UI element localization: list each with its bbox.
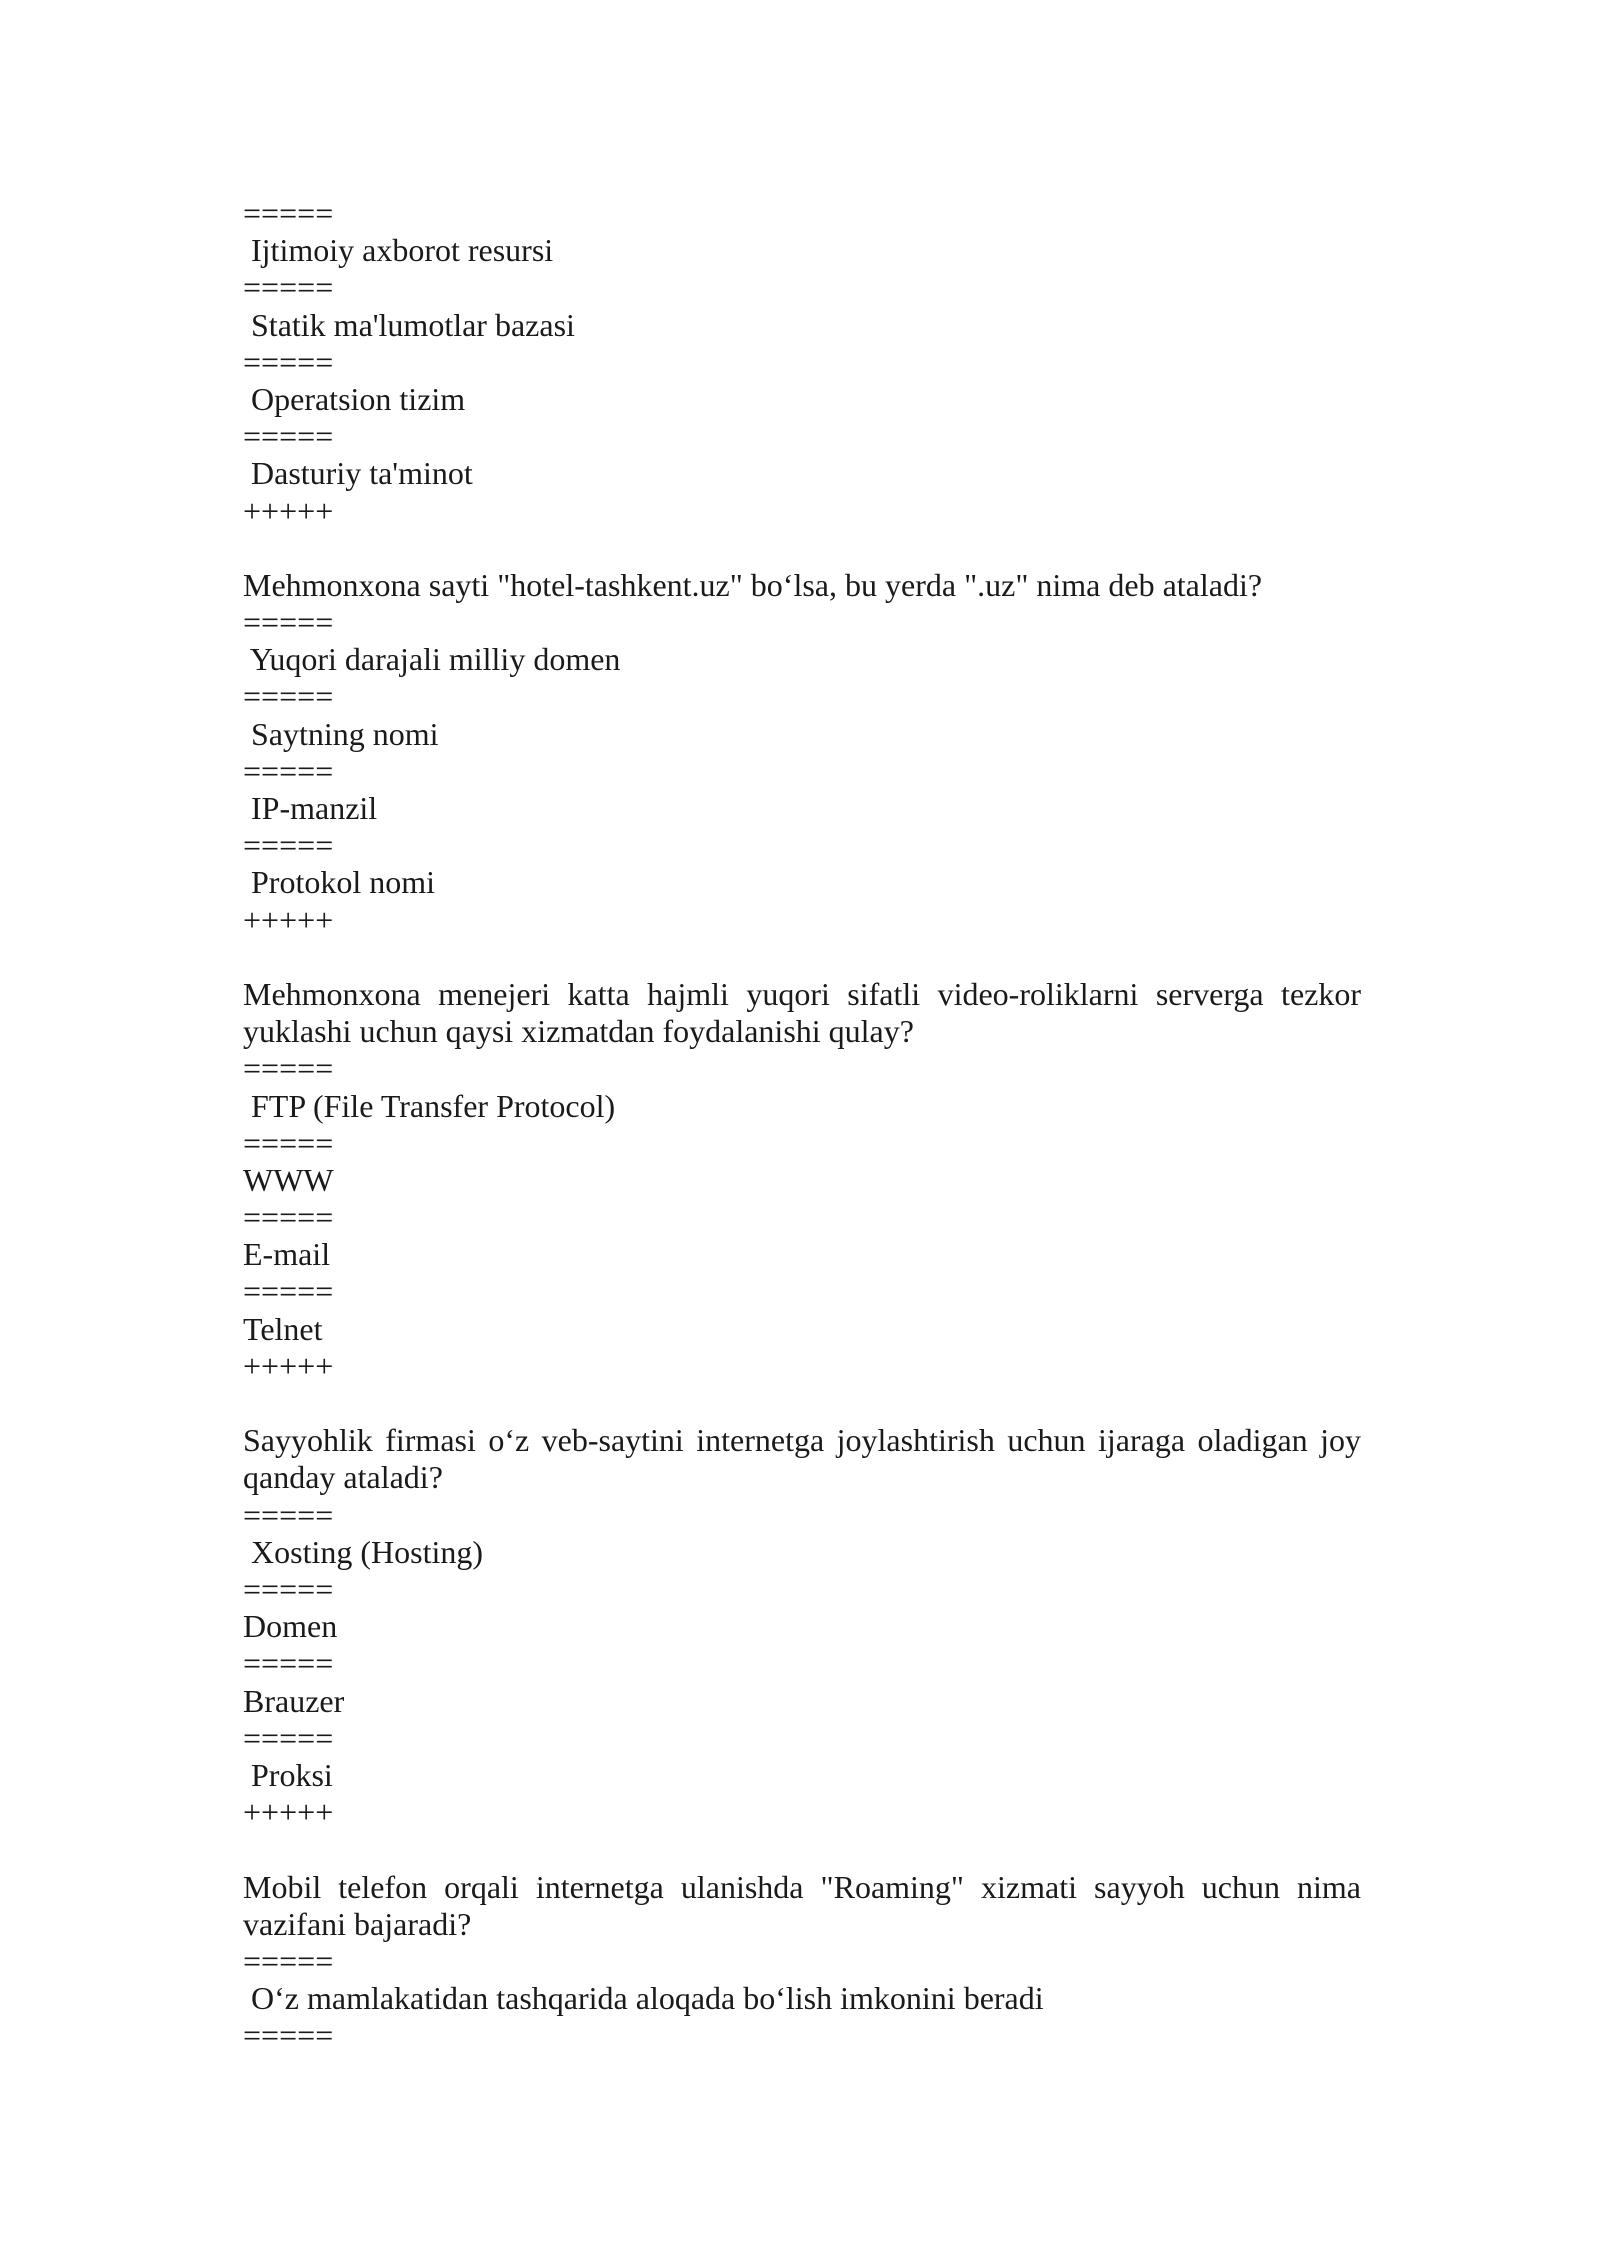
separator-equals: =====	[243, 1719, 334, 1756]
answer-option: Yuqori darajali milliy domen	[243, 641, 621, 678]
separator-equals: =====	[243, 1273, 334, 1310]
answer-option: Xosting (Hosting)	[243, 1533, 483, 1570]
separator-equals: =====	[243, 2017, 334, 2054]
question-text: Mobil telefon orqali internetga ulanishda "Roaming" xizmati sayyoh uchun nima vazifani bajaradi?	[243, 1868, 1361, 1942]
answer-option: FTP (File Transfer Protocol)	[243, 1087, 616, 1124]
separator-plus: +++++	[243, 1347, 334, 1384]
answer-option: Ijtimoiy axborot resursi	[243, 232, 554, 269]
blank-line	[243, 530, 1361, 567]
answer-option: Dasturiy ta'minot	[243, 455, 473, 492]
blank-line	[243, 1385, 1361, 1422]
separator-equals: =====	[243, 269, 334, 306]
separator-equals: =====	[243, 1942, 334, 1979]
separator-plus: +++++	[243, 1794, 334, 1831]
answer-option: Telnet	[243, 1310, 323, 1347]
separator-equals: =====	[243, 678, 334, 715]
question-text: Mehmonxona sayti "hotel-tashkent.uz" bo‘lsa, bu yerda ".uz" nima deb ataladi?	[243, 566, 1263, 603]
separator-equals: =====	[243, 1050, 334, 1087]
separator-plus: +++++	[243, 492, 334, 529]
answer-option: WWW	[243, 1161, 334, 1198]
document-body	[243, 195, 1361, 2054]
separator-plus: +++++	[243, 901, 334, 938]
separator-equals: =====	[243, 1124, 334, 1161]
separator-equals: =====	[243, 195, 334, 231]
separator-equals: =====	[243, 1645, 334, 1682]
separator-equals: =====	[243, 827, 334, 864]
separator-equals: =====	[243, 418, 334, 455]
question-text: Sayyohlik firmasi o‘z veb-saytini internetga joylashtirish uchun ijaraga oladigan joy qanday ataladi?	[243, 1422, 1361, 1496]
separator-equals: =====	[243, 752, 334, 789]
answer-option: Saytning nomi	[243, 715, 439, 752]
answer-option: O‘z mamlakatidan tashqarida aloqada bo‘lish imkonini beradi	[243, 1980, 1044, 2017]
answer-option: Brauzer	[243, 1682, 345, 1719]
blank-line	[243, 939, 1361, 976]
answer-option: Proksi	[243, 1756, 333, 1793]
question-text: Mehmonxona menejeri katta hajmli yuqori sifatli video-roliklarni serverga tezkor yuklashi uchun qaysi xizmatdan foydalanishi qulay?	[243, 975, 1361, 1050]
separator-equals: =====	[243, 604, 334, 641]
separator-equals: =====	[243, 343, 334, 380]
answer-option: E-mail	[243, 1236, 331, 1273]
answer-option: Operatsion tizim	[243, 380, 466, 417]
blank-line	[243, 1831, 1361, 1868]
separator-equals: =====	[243, 1496, 334, 1533]
answer-option: Protokol nomi	[243, 864, 436, 901]
answer-option: Domen	[243, 1608, 338, 1645]
separator-equals: =====	[243, 1199, 334, 1236]
answer-option: Statik ma'lumotlar bazasi	[243, 306, 575, 343]
answer-option: IP-manzil	[243, 790, 378, 827]
separator-equals: =====	[243, 1571, 334, 1608]
